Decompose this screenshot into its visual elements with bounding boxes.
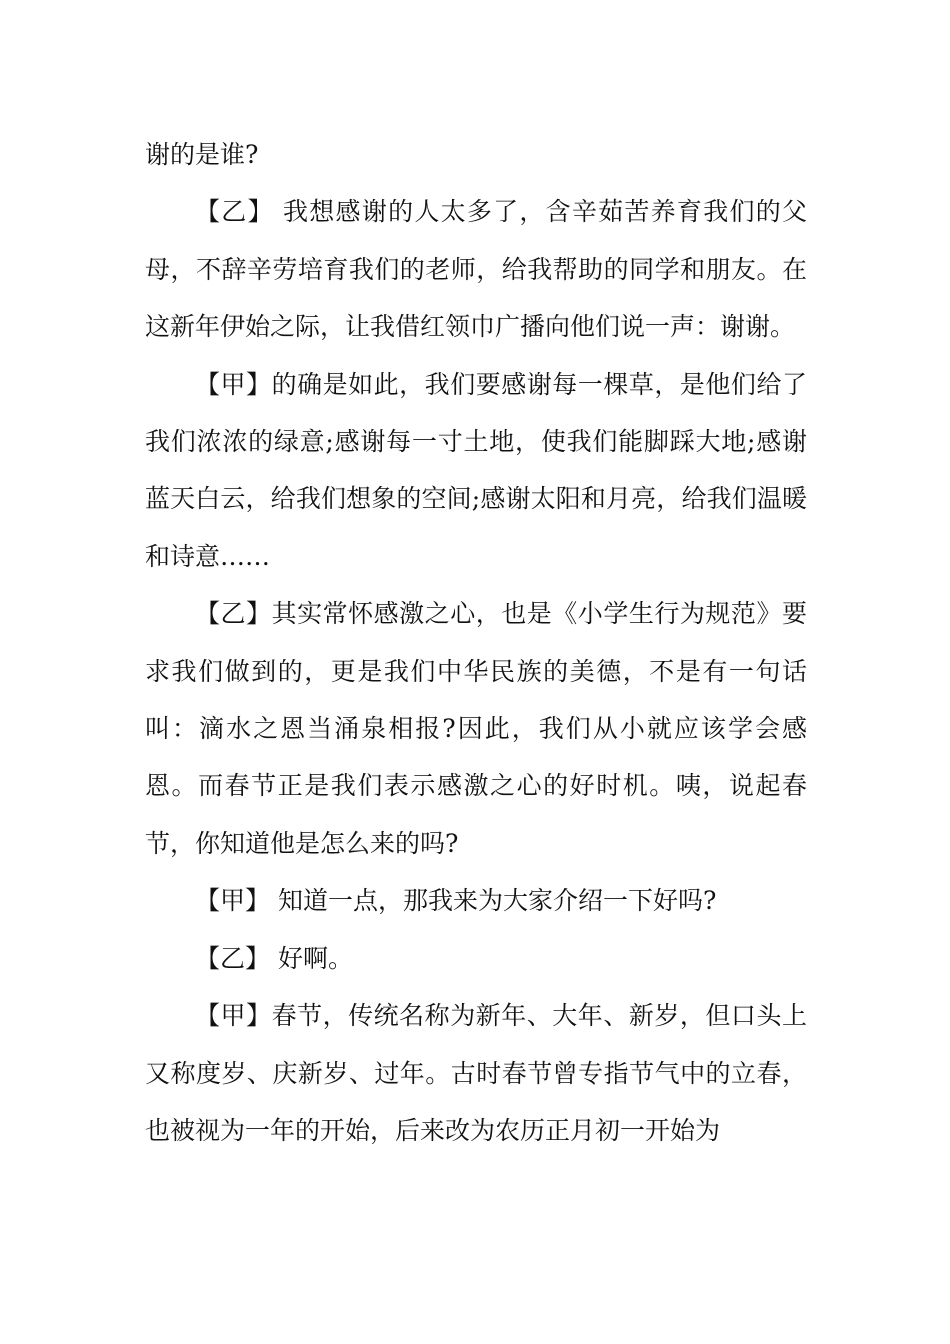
paragraph-jia-2 — [145, 872, 807, 929]
paragraph-jia-3 — [145, 987, 807, 1159]
speaker-label: 【乙】 — [195, 943, 271, 973]
paragraph-yi-2 — [145, 585, 807, 872]
paragraph-text: 我想感谢的人太多了，含辛茹苦养育我们的父母，不辞辛劳培育我们的老师，给我帮助的同学和朋友。在这新年伊始之际，让我借红领巾广播向他们说一声：谢谢。 — [145, 197, 807, 342]
document-body — [145, 126, 807, 1159]
speaker-label: 【甲】 — [195, 1001, 272, 1031]
paragraph-yi-3 — [145, 930, 807, 987]
paragraph-text: 好啊。 — [278, 943, 354, 973]
paragraph-text: 其实常怀感激之心，也是《小学生行为规范》要求我们做到的，更是我们中华民族的美德，不是有一句话叫：滴水之恩当涌泉相报?因此，我们从小就应该学会感恩。而春节正是我们表示感激之心的好时机。咦，说起春节，你知道他是怎么来的吗? — [145, 599, 807, 858]
paragraph-continuation — [145, 126, 807, 183]
speaker-label: 【乙】 — [195, 197, 274, 227]
paragraph-yi-1 — [145, 183, 807, 355]
paragraph-jia-1 — [145, 356, 807, 586]
speaker-label: 【甲】 — [195, 886, 271, 916]
speaker-label: 【乙】 — [195, 599, 272, 629]
speaker-label: 【甲】 — [195, 369, 272, 399]
paragraph-text: 春节，传统名称为新年、大年、新岁，但口头上又称度岁、庆新岁、过年。古时春节曾专指节气中的立春，也被视为一年的开始，后来改为农历正月初一开始为 — [145, 1001, 807, 1145]
paragraph-text: 知道一点，那我来为大家介绍一下好吗? — [278, 886, 717, 916]
paragraph-text: 的确是如此，我们要感谢每一棵草，是他们给了我们浓浓的绿意;感谢每一寸土地，使我们能脚踩大地;感谢蓝天白云，给我们想象的空间;感谢太阳和月亮，给我们温暖和诗意…… — [145, 369, 807, 571]
paragraph-text: 谢的是谁? — [145, 140, 259, 169]
